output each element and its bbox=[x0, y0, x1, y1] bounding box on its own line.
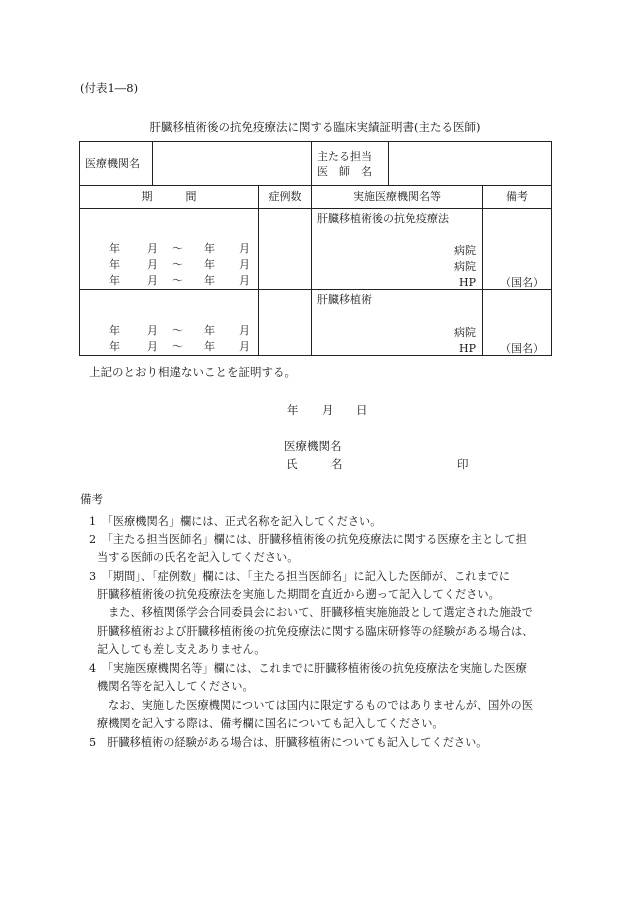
to-month-label: 月 bbox=[239, 340, 250, 353]
section-caption: 肝臓移植術後の抗免疫療法 bbox=[317, 212, 449, 225]
hospital-suffix: 病院 bbox=[454, 244, 476, 257]
to-month-label: 月 bbox=[239, 242, 250, 255]
to-month-label: 月 bbox=[239, 274, 250, 287]
country-note: （国名） bbox=[500, 342, 544, 355]
note-line: 5 肝臓移植術の経験がある場合は、肝臓移植術についても記入してください。 bbox=[89, 736, 488, 749]
to-month-label: 月 bbox=[239, 324, 250, 337]
date-day-label: 日 bbox=[356, 403, 368, 417]
note-line: 肝臓移植術および肝臓移植術後の抗免疫療法に関する臨床研修等の経験がある場合は、 bbox=[97, 625, 534, 638]
col-remarks-header: 備考 bbox=[483, 186, 552, 209]
col-cases-header: 症例数 bbox=[259, 186, 312, 209]
note-line: 1 「医療機関名」欄には、正式名称を記入してください。 bbox=[89, 515, 382, 528]
from-year-label: 年 bbox=[109, 242, 120, 255]
to-month-label: 月 bbox=[239, 258, 250, 271]
from-year-label: 年 bbox=[109, 324, 120, 337]
institution-input-cell[interactable] bbox=[153, 142, 312, 186]
remarks-cell-2[interactable] bbox=[483, 290, 552, 356]
doctor-label-cell bbox=[312, 142, 389, 186]
note-line: 2 「主たる担当医師名」欄には、肝臓移植術後の抗免疫療法に関する医療を主として担 bbox=[89, 533, 527, 546]
from-month-label: 月 bbox=[147, 242, 158, 255]
remarks-cell-1[interactable] bbox=[483, 209, 552, 290]
period-cell-1[interactable] bbox=[80, 209, 259, 290]
period-row bbox=[80, 323, 258, 339]
period-row bbox=[80, 339, 258, 355]
period-row bbox=[80, 257, 258, 273]
signature-institution-label: 医療機関名 bbox=[284, 439, 342, 453]
from-month-label: 月 bbox=[147, 274, 158, 287]
to-year-label: 年 bbox=[204, 274, 215, 287]
tilde-separator: ～ bbox=[172, 258, 183, 271]
from-year-label: 年 bbox=[109, 274, 120, 287]
doctor-label-line1: 主たる担当 bbox=[317, 149, 372, 163]
from-month-label: 月 bbox=[147, 340, 158, 353]
note-line: 機関名等を記入してください。 bbox=[97, 680, 254, 693]
note-line: なお、実施した医療機関については国内に限定するものではありませんが、国外の医 bbox=[108, 699, 533, 712]
section-caption: 肝臓移植術 bbox=[317, 293, 372, 306]
form-number: (付表1―8) bbox=[80, 81, 139, 95]
note-line: 4 「実施医療機関名等」欄には、これまでに肝臓移植術後の抗免疫療法を実施した医療 bbox=[89, 662, 527, 675]
certificate-table bbox=[79, 141, 552, 356]
document-title: 肝臓移植術後の抗免疫療法に関する臨床実績証明書(主たる医師) bbox=[149, 120, 481, 134]
from-month-label: 月 bbox=[147, 258, 158, 271]
hospital-suffix: 病院 bbox=[454, 260, 476, 273]
note-line: 記入しても差し支えありません。 bbox=[97, 643, 266, 656]
tilde-separator: ～ bbox=[172, 340, 183, 353]
notes-heading: 備考 bbox=[80, 492, 103, 506]
certification-statement: 上記のとおり相違ないことを証明する。 bbox=[89, 365, 296, 379]
period-cell-2[interactable] bbox=[80, 290, 259, 356]
period-row bbox=[80, 241, 258, 257]
note-line: 肝臓移植術後の抗免疫療法を実施した期間を直近から遡って記入してください。 bbox=[97, 588, 500, 601]
note-line: 3 「期間」、「症例数」欄には、「主たる担当医師名」に記入した医師が、これまでに bbox=[89, 570, 511, 583]
signature-name-label-2: 名 bbox=[331, 457, 343, 471]
date-year-label: 年 bbox=[287, 403, 299, 417]
to-year-label: 年 bbox=[204, 258, 215, 271]
signature-name-label-1: 氏 bbox=[286, 457, 298, 471]
institution-cell-2[interactable] bbox=[312, 290, 483, 356]
to-year-label: 年 bbox=[204, 340, 215, 353]
period-row bbox=[80, 273, 258, 289]
tilde-separator: ～ bbox=[172, 324, 183, 337]
seal-mark: 印 bbox=[457, 457, 469, 471]
from-year-label: 年 bbox=[109, 340, 120, 353]
from-year-label: 年 bbox=[109, 258, 120, 271]
note-line: また、移植関係学会合同委員会において、肝臓移植実施施設として選定された施設で bbox=[108, 606, 533, 619]
to-year-label: 年 bbox=[204, 324, 215, 337]
col-period-header: 期 間 bbox=[80, 186, 259, 209]
institution-label: 医療機関名 bbox=[85, 156, 140, 170]
institution-label-cell bbox=[80, 142, 153, 186]
country-note: （国名） bbox=[500, 276, 544, 289]
cases-cell-1[interactable] bbox=[259, 209, 312, 290]
tilde-separator: ～ bbox=[172, 274, 183, 287]
hp-suffix: HP bbox=[459, 276, 476, 289]
hospital-suffix: 病院 bbox=[454, 326, 476, 339]
date-month-label: 月 bbox=[322, 403, 334, 417]
from-month-label: 月 bbox=[147, 324, 158, 337]
doctor-label-line2: 医 師 名 bbox=[317, 164, 372, 178]
note-line: 療機関を記入する際は、備考欄に国名についても記入してください。 bbox=[97, 717, 444, 730]
hp-suffix: HP bbox=[459, 342, 476, 355]
col-institution-header: 実施医療機関名等 bbox=[312, 186, 483, 209]
institution-cell-1[interactable] bbox=[312, 209, 483, 290]
note-line: 当する医師の氏名を記入してください。 bbox=[97, 551, 299, 564]
doctor-input-cell[interactable] bbox=[389, 142, 552, 186]
tilde-separator: ～ bbox=[172, 242, 183, 255]
cases-cell-2[interactable] bbox=[259, 290, 312, 356]
to-year-label: 年 bbox=[204, 242, 215, 255]
